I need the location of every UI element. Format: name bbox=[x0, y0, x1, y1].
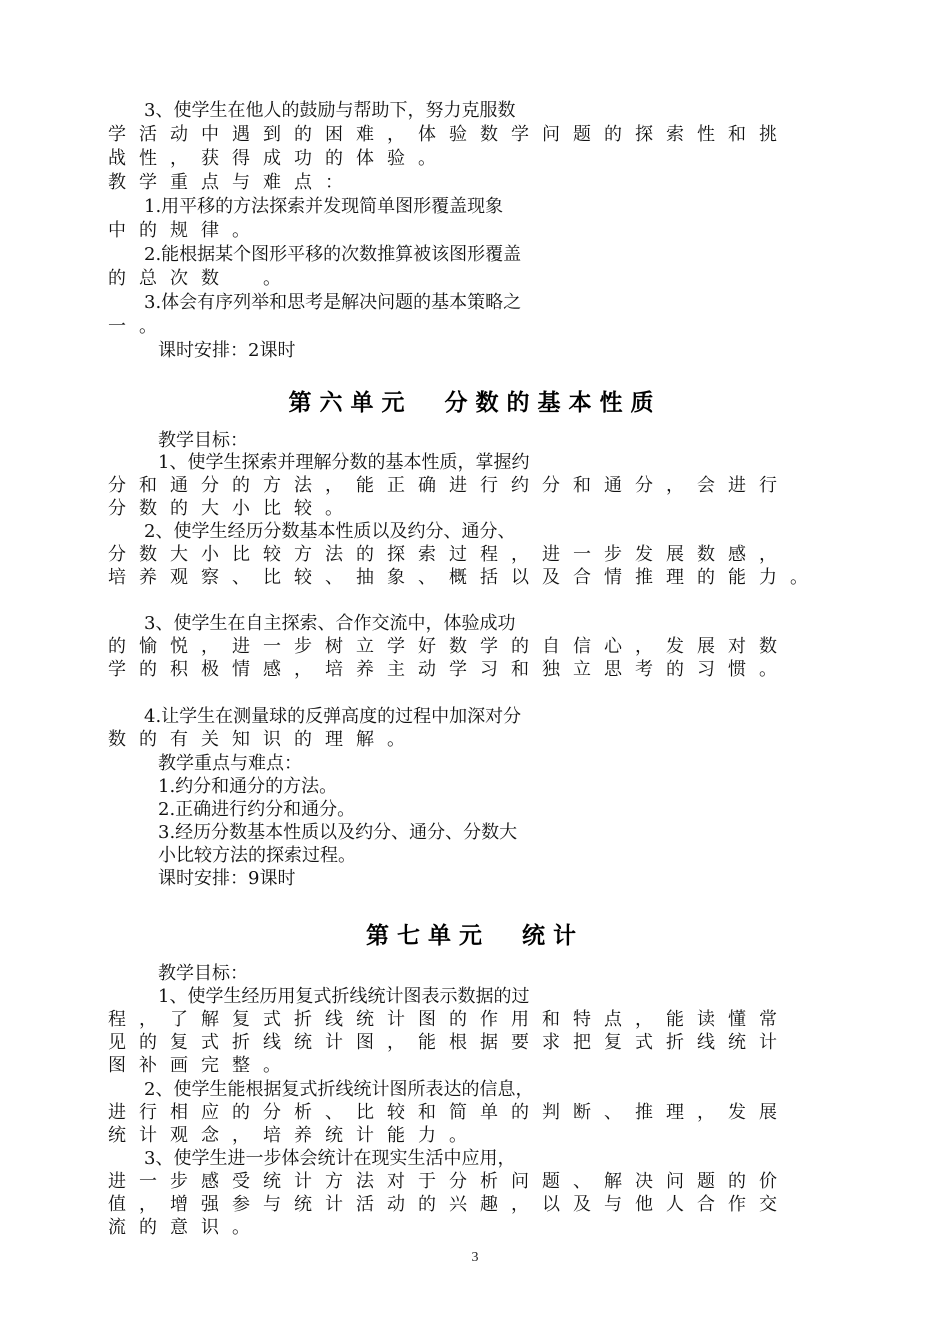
text-line: 2.正确进行约分和通分。 bbox=[158, 799, 356, 820]
text-line: 学的积极情感，培养主动学习和独立思考的习惯。 bbox=[108, 659, 790, 680]
text-line: 1.约分和通分的方法。 bbox=[158, 776, 338, 797]
section-subtitle: 教学重点与难点： bbox=[158, 753, 302, 774]
text-line: 学活动中遇到的困难，体验数学问题的探索性和挑 bbox=[108, 124, 790, 145]
section-subtitle: 教学目标： bbox=[158, 963, 248, 984]
text-line: 中的规律。 bbox=[108, 220, 263, 241]
text-line: 程，了解复式折线统计图的作用和特点，能读懂常 bbox=[108, 1009, 790, 1030]
text-line: 值，增强参与统计活动的兴趣，以及与他人合作交 bbox=[108, 1194, 790, 1215]
text-line: 战性，获得成功的体验。 bbox=[108, 148, 449, 169]
text-line: 分和通分的方法，能正确进行约分和通分，会进行 bbox=[108, 475, 790, 496]
text-line: 1、使学生探索并理解分数的基本性质，掌握约 bbox=[158, 452, 530, 473]
text-line: 1、使学生经历用复式折线统计图表示数据的过 bbox=[158, 986, 530, 1007]
text-line: 进行相应的分析、比较和简单的判断、推理，发展 bbox=[108, 1102, 790, 1123]
text-line: 1.用平移的方法探索并发现简单图形覆盖现象 bbox=[144, 196, 504, 217]
section-subtitle: 教学重点与难点： bbox=[108, 172, 356, 193]
text-line: 的愉悦，进一步树立学好数学的自信心，发展对数 bbox=[108, 636, 790, 657]
text-line: 3、使学生在自主探索、合作交流中，体验成功 bbox=[144, 613, 516, 634]
text-line: 2.能根据某个图形平移的次数推算被该图形覆盖 bbox=[144, 244, 522, 265]
unit-number: 第七单元 bbox=[366, 923, 490, 949]
text-line: 2、使学生经历分数基本性质以及约分、通分、 bbox=[144, 521, 516, 542]
schedule-line: 课时安排：2课时 bbox=[158, 340, 296, 361]
text-line: 统计观念，培养统计能力。 bbox=[108, 1125, 480, 1146]
text-line: 培养观察、比较、抽象、概括以及合情推理的能力。 bbox=[108, 567, 821, 588]
text-line: 3.经历分数基本性质以及约分、通分、分数大 bbox=[158, 822, 518, 843]
text-line: 进一步感受统计方法对于分析问题、解决问题的价 bbox=[108, 1171, 790, 1192]
unit-heading bbox=[0, 388, 950, 418]
text-line: 分数的大小比较。 bbox=[108, 498, 356, 519]
section-subtitle: 教学目标： bbox=[158, 430, 248, 451]
page-number: 3 bbox=[471, 1250, 479, 1265]
text-line: 图补画完整。 bbox=[108, 1055, 294, 1076]
text-line: 一。 bbox=[108, 316, 170, 337]
text-line: 的总次数 。 bbox=[108, 268, 294, 289]
text-line: 见的复式折线统计图，能根据要求把复式折线统计 bbox=[108, 1032, 790, 1053]
text-line: 3、使学生进一步体会统计在现实生活中应用， bbox=[144, 1148, 516, 1169]
text-line: 小比较方法的探索过程。 bbox=[158, 845, 356, 866]
text-line: 3.体会有序列举和思考是解决问题的基本策略之 bbox=[144, 292, 522, 313]
text-line: 2、使学生能根据复式折线统计图所表达的信息， bbox=[144, 1079, 534, 1100]
text-line: 数的有关知识的理解。 bbox=[108, 729, 418, 750]
text-line: 4.让学生在测量球的反弹高度的过程中加深对分 bbox=[144, 706, 522, 727]
unit-heading bbox=[0, 921, 950, 951]
schedule-line: 课时安排：9课时 bbox=[158, 868, 296, 889]
unit-title: 统计 bbox=[522, 923, 584, 949]
unit-number: 第六单元 bbox=[288, 390, 413, 416]
text-line: 3、使学生在他人的鼓励与帮助下，努力克服数 bbox=[144, 100, 516, 121]
unit-title: 分数的基本性质 bbox=[444, 390, 662, 416]
text-line: 分数大小比较方法的探索过程，进一步发展数感， bbox=[108, 544, 790, 565]
text-line: 流的意识。 bbox=[108, 1217, 263, 1238]
